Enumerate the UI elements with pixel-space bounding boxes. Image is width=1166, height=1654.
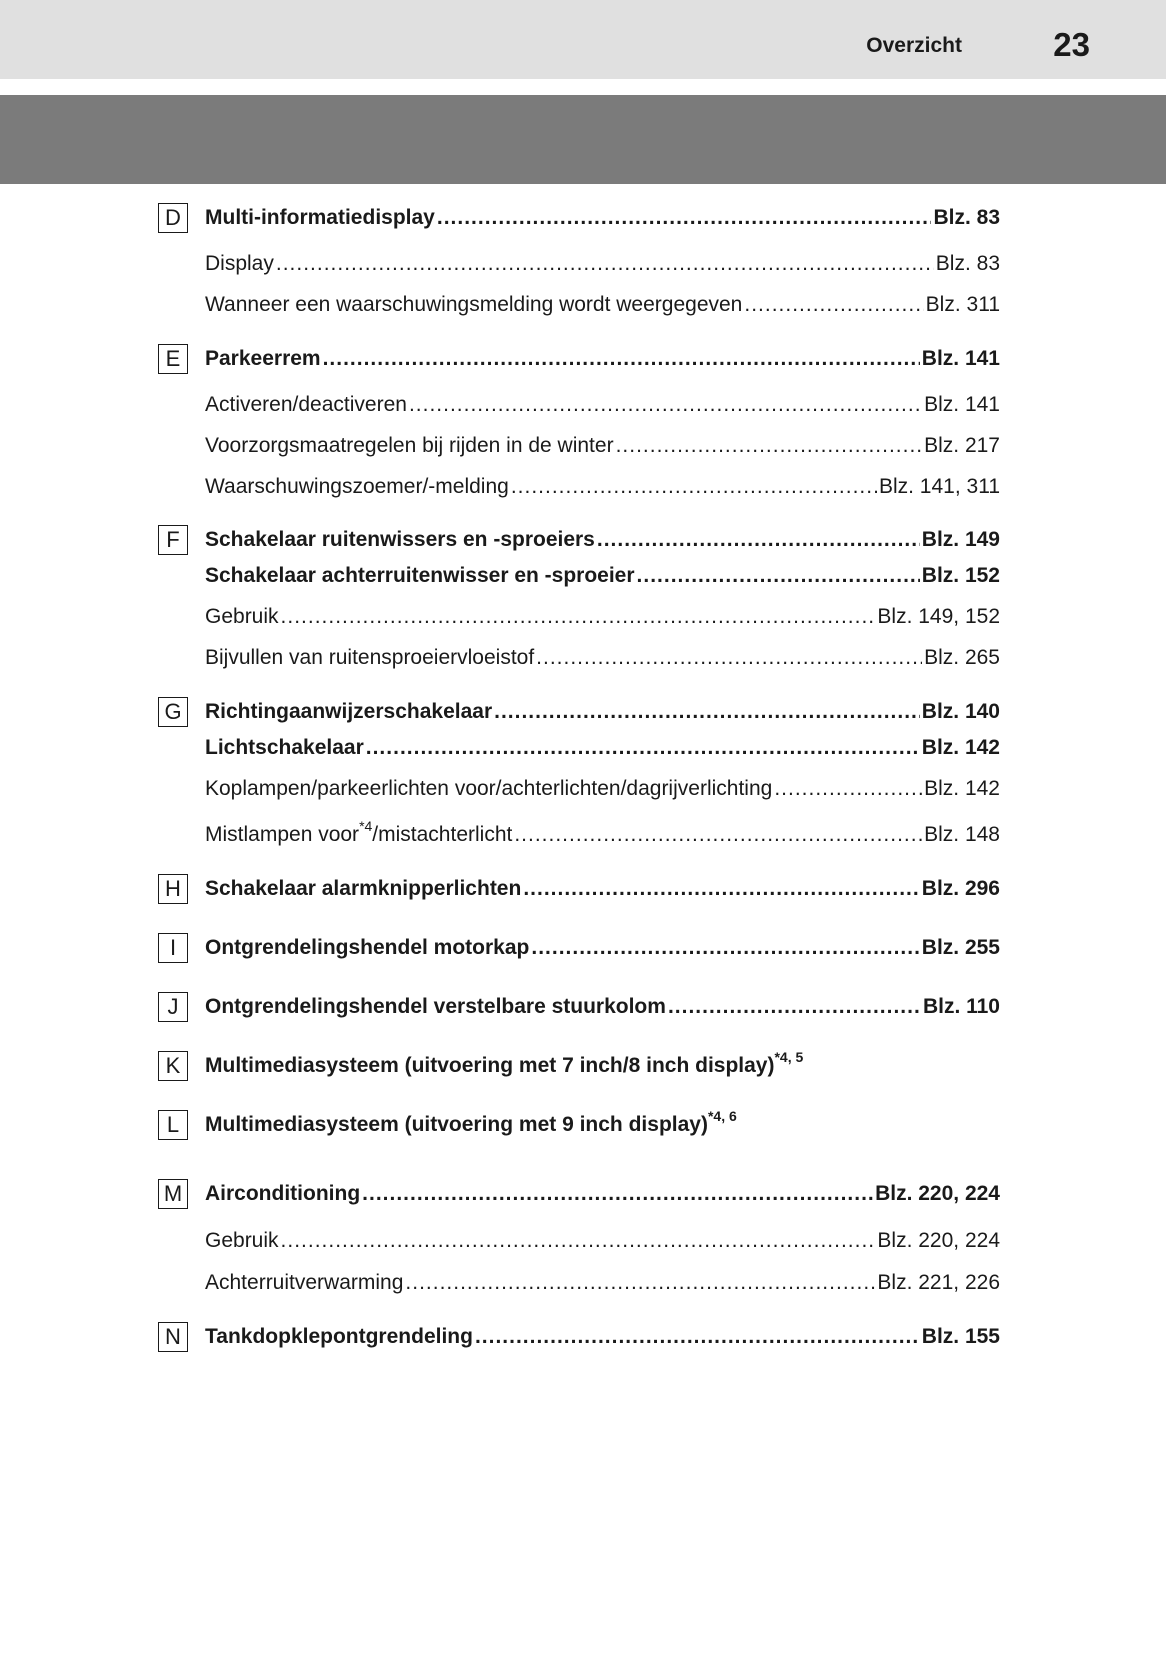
page-ref: Blz. 148: [924, 823, 1000, 846]
entry-label-part: Multimediasysteem (uitvoering met 7 inch/8 inch display): [205, 1054, 775, 1077]
index-entry-ruitenwissers[interactable]: [205, 525, 1000, 555]
index-subentry-aircon-gebruik[interactable]: [205, 1226, 1000, 1256]
letter-box-d: D: [158, 203, 188, 233]
entry-label: Activeren/deactiveren: [205, 393, 407, 416]
entry-label: Voorzorgsmaatregelen bij rijden in de winter: [205, 434, 614, 457]
page-ref: Blz. 142: [924, 777, 1000, 800]
letter-box-e: E: [158, 344, 188, 374]
letter-box-g: G: [158, 697, 188, 727]
page-ref: Blz. 221, 226: [877, 1271, 1000, 1294]
index-subentry-koplampen[interactable]: [205, 774, 1000, 804]
entry-label: Richtingaanwijzerschakelaar: [205, 700, 493, 723]
index-entry-motorkap[interactable]: [205, 933, 1000, 963]
entry-label: Koplampen/parkeerlichten voor/achterlichten/dagrijverlichting: [205, 777, 773, 800]
leader-dots: [536, 643, 922, 673]
index-subentry-display[interactable]: [205, 249, 1000, 279]
entry-label: Achterruitverwarming: [205, 1271, 404, 1294]
entry-label-part: Multimediasysteem (uitvoering met 9 inch display): [205, 1113, 708, 1136]
page-ref: Blz. 142: [921, 736, 1000, 759]
page-number: 23: [1053, 26, 1090, 63]
leader-dots: [774, 774, 922, 804]
entry-label: Gebruik: [205, 605, 279, 628]
index-entry-lichtschakelaar[interactable]: [205, 733, 1000, 763]
entry-label: Gebruik: [205, 1229, 279, 1252]
page-ref: Blz. 83: [933, 206, 1000, 229]
page-ref: Blz. 255: [921, 936, 1000, 959]
entry-label: Parkeerrem: [205, 347, 321, 370]
leader-dots: [523, 874, 919, 904]
leader-dots: [511, 472, 877, 502]
entry-label: [205, 1051, 803, 1081]
page-ref: Blz. 141: [924, 393, 1000, 416]
page-ref: Blz. 217: [924, 434, 1000, 457]
index-subentry-mistlampen[interactable]: [205, 820, 1000, 850]
index-subentry-achterruitverwarming[interactable]: [205, 1268, 1000, 1298]
page-ref: Blz. 141: [921, 347, 1000, 370]
letter-box-k: K: [158, 1051, 188, 1081]
leader-dots: [531, 933, 919, 963]
leader-dots: [405, 1268, 875, 1298]
index-subentry-zoemer[interactable]: [205, 472, 1000, 502]
entry-label: Lichtschakelaar: [205, 736, 364, 759]
entry-label: [205, 820, 512, 850]
leader-dots: [475, 1322, 920, 1352]
entry-label: Waarschuwingszoemer/-melding: [205, 475, 509, 498]
index-entry-multi-informatiedisplay[interactable]: [205, 203, 1000, 233]
entry-label: [205, 1110, 737, 1140]
page-ref: Blz. 140: [921, 700, 1000, 723]
letter-box-f: F: [158, 525, 188, 555]
section-title: Overzicht: [866, 34, 962, 57]
page-ref: Blz. 141, 311: [878, 475, 1000, 498]
leader-dots: [494, 697, 920, 727]
leader-dots: [409, 390, 922, 420]
leader-dots: [744, 290, 923, 320]
letter-box-m: M: [158, 1179, 188, 1209]
index-entry-achterruitenwisser[interactable]: [205, 561, 1000, 591]
footnote-marker: *4, 5: [774, 1049, 804, 1065]
index-entry-stuurkolom[interactable]: [205, 992, 1000, 1022]
index-subentry-waarschuwingsmelding[interactable]: [205, 290, 1000, 320]
index-entry-airconditioning[interactable]: [205, 1179, 1000, 1209]
index-entry-multimedia-7-8-inch[interactable]: [205, 1051, 1000, 1081]
page-ref: Blz. 83: [935, 252, 1000, 275]
page-ref: Blz. 149, 152: [877, 605, 1000, 628]
leader-dots: [366, 733, 920, 763]
index-subentry-sproeiervloeistof[interactable]: [205, 643, 1000, 673]
entry-label-part: /mistachterlicht: [372, 823, 513, 846]
leader-dots: [514, 820, 922, 850]
letter-box-h: H: [158, 874, 188, 904]
leader-dots: [437, 203, 932, 233]
page-ref: Blz. 152: [921, 564, 1000, 587]
letter-box-j: J: [158, 992, 188, 1022]
page-ref: Blz. 296: [921, 877, 1000, 900]
footnote-marker: *4, 6: [707, 1108, 737, 1124]
entry-label: Ontgrendelingshendel motorkap: [205, 936, 530, 959]
entry-label: Display: [205, 252, 274, 275]
index-subentry-gebruik[interactable]: [205, 602, 1000, 632]
entry-label: Airconditioning: [205, 1182, 361, 1205]
index-subentry-activeren[interactable]: [205, 390, 1000, 420]
leader-dots: [281, 1226, 876, 1256]
leader-dots: [276, 249, 934, 279]
letter-box-l: L: [158, 1110, 188, 1140]
page-ref: Blz. 220, 224: [877, 1229, 1000, 1252]
entry-label: Bijvullen van ruitensproeiervloeistof: [205, 646, 535, 669]
entry-label: Ontgrendelingshendel verstelbare stuurkolom: [205, 995, 666, 1018]
leader-dots: [637, 561, 920, 591]
entry-label-part: Mistlampen voor: [205, 823, 360, 846]
page-ref: Blz. 265: [924, 646, 1000, 669]
leader-dots: [323, 344, 920, 374]
letter-box-i: I: [158, 933, 188, 963]
index-subentry-winter[interactable]: [205, 431, 1000, 461]
entry-label: Tankdopklepontgrendeling: [205, 1325, 473, 1348]
leader-dots: [668, 992, 921, 1022]
entry-label: Schakelaar alarmknipperlichten: [205, 877, 522, 900]
leader-dots: [597, 525, 920, 555]
leader-dots: [281, 602, 876, 632]
page-ref: Blz. 311: [925, 293, 1000, 316]
page-ref: Blz. 155: [921, 1325, 1000, 1348]
leader-dots: [616, 431, 923, 461]
index-entry-richtingaanwijzer[interactable]: [205, 697, 1000, 727]
entry-label: Schakelaar ruitenwissers en -sproeiers: [205, 528, 595, 551]
leader-dots: [362, 1179, 873, 1209]
index-entry-tankdopklep[interactable]: [205, 1322, 1000, 1352]
entry-label: Wanneer een waarschuwingsmelding wordt weergegeven: [205, 293, 743, 316]
page-ref: Blz. 220, 224: [875, 1182, 1000, 1205]
letter-box-n: N: [158, 1322, 188, 1352]
page-ref: Blz. 110: [922, 995, 1000, 1018]
index-entry-alarmknipperlichten[interactable]: [205, 874, 1000, 904]
index-entry-multimedia-9-inch[interactable]: [205, 1110, 1000, 1140]
entry-label: Schakelaar achterruitenwisser en -sproeier: [205, 564, 635, 587]
entry-label: Multi-informatiedisplay: [205, 206, 435, 229]
footnote-marker: *4: [359, 818, 373, 834]
page-ref: Blz. 149: [921, 528, 1000, 551]
index-entry-parkeerrem[interactable]: [205, 344, 1000, 374]
